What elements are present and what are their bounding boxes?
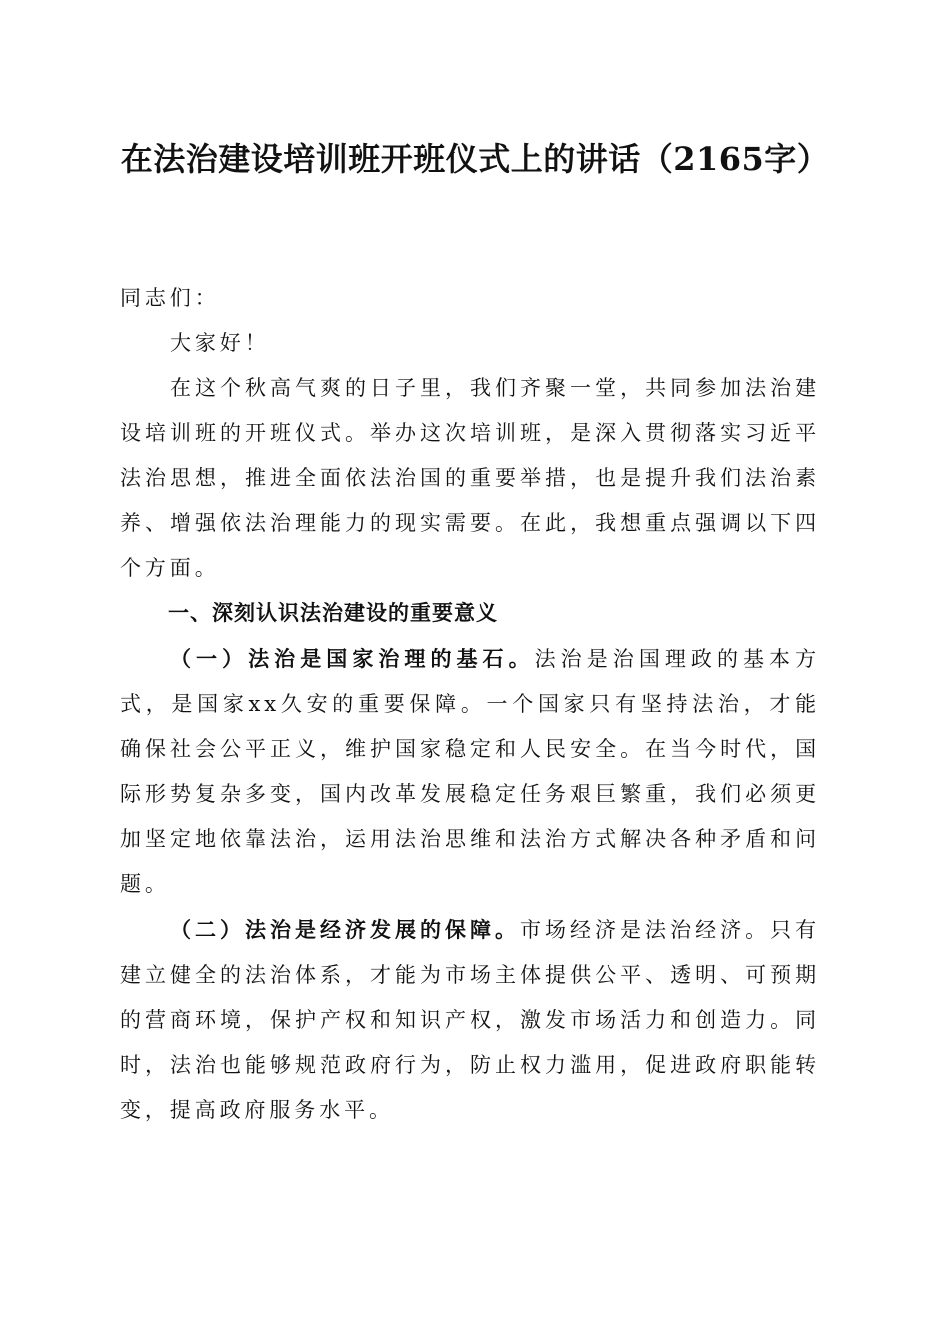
subsection-text: 市场经济是法治经济。只有建立健全的法治体系，才能为市场主体提供公平、透明、可预期的营商环境，保护产权和知识产权，激发市场活力和创造力。同时，法治也能够规范政府行为，防止权力滥用，促进政府职能转变，提高政府服务水平。 xyxy=(120,918,820,1122)
subsection-lead: （二）法治是经济发展的保障。 xyxy=(170,917,521,942)
subsection-text: 法治是治国理政的基本方式，是国家xx久安的重要保障。一个国家只有坚持法治，才能确保社会公平正义，维护国家稳定和人民安全。在当今时代，国际形势复杂多变，国内改革发展稳定任务艰巨繁重，我们必须更加坚定地依靠法治，运用法治思维和法治方式解决各种矛盾和问题。 xyxy=(120,647,820,896)
subsection-lead: （一）法治是国家治理的基石。 xyxy=(170,646,535,671)
section-heading: 一、深刻认识法治建设的重要意义 xyxy=(168,601,498,625)
document-title: 在法治建设培训班开班仪式上的讲话（2165字） xyxy=(120,140,830,178)
subsection-paragraph xyxy=(120,907,820,1133)
document-body xyxy=(120,276,820,1133)
greeting: 大家好！ xyxy=(170,331,270,355)
salutation: 同志们： xyxy=(120,286,220,310)
subsection-paragraph xyxy=(120,636,820,907)
intro-paragraph: 在这个秋高气爽的日子里，我们齐聚一堂，共同参加法治建设培训班的开班仪式。举办这次培训班，是深入贯彻落实习近平法治思想，推进全面依法治国的重要举措，也是提升我们法治素养、增强依法治理能力的现实需要。在此，我想重点强调以下四个方面。 xyxy=(120,376,820,580)
